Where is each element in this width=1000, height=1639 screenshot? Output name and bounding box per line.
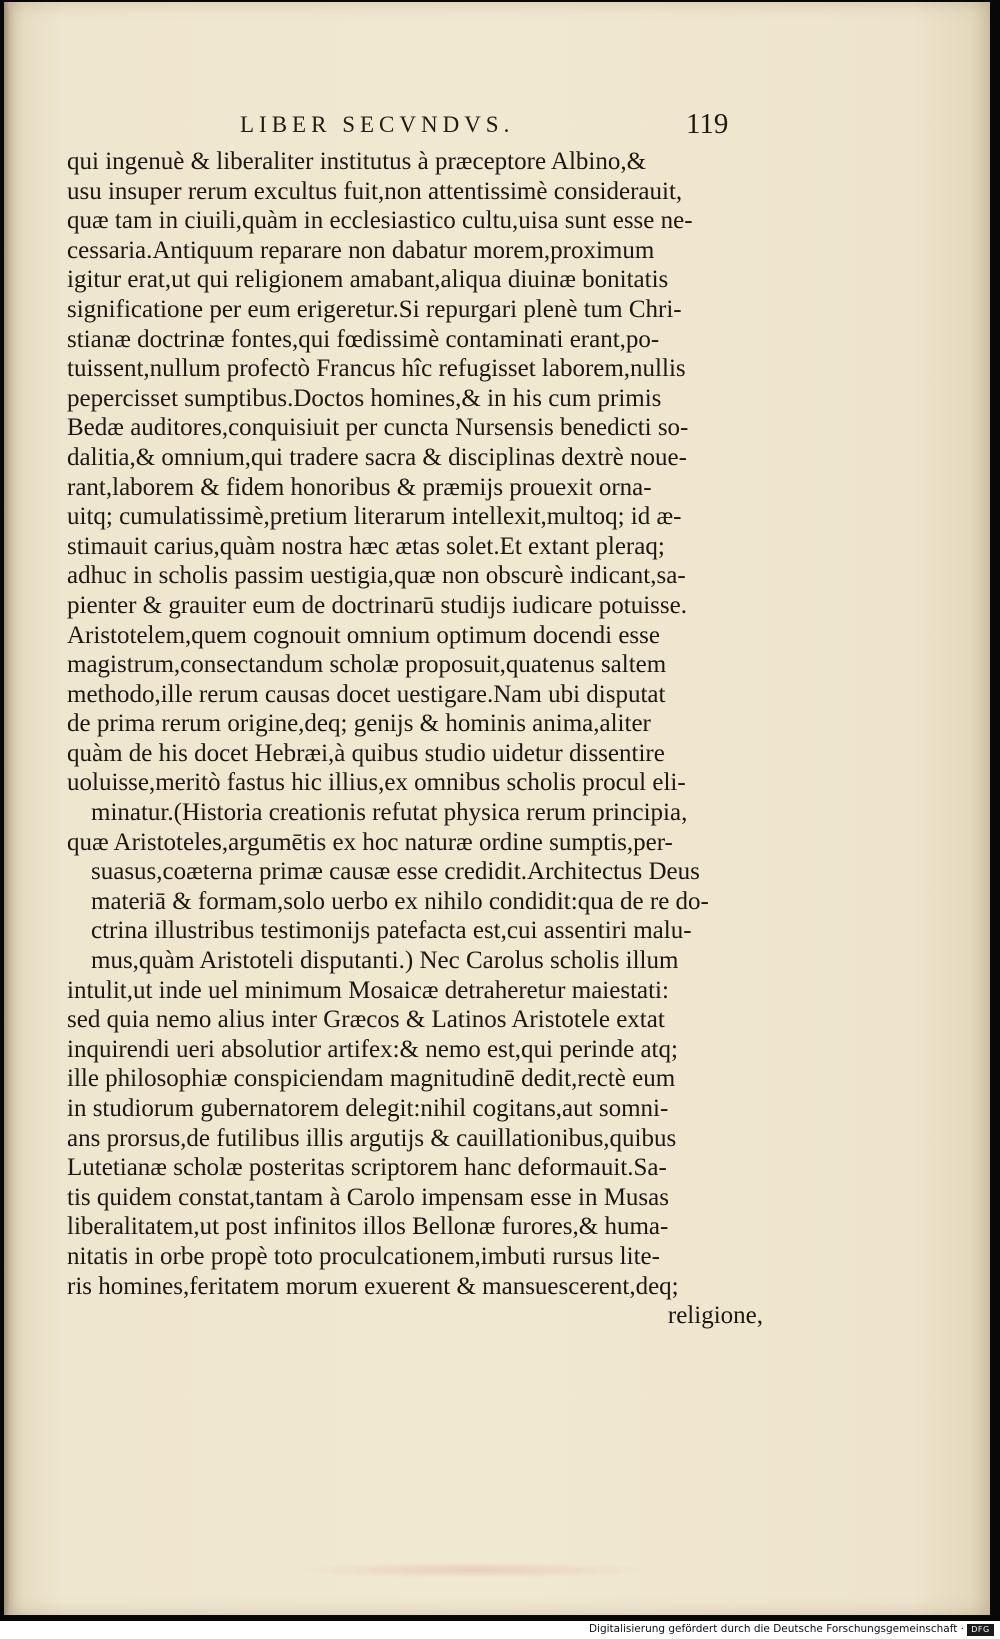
digitization-credit: Digitalisierung gefördert durch die Deutsche Forschungsgemeinschaft ·: [588, 1623, 964, 1635]
paper-stain: [294, 1562, 654, 1578]
text-line: usu insuper rerum excultus fuit,non attentissimè considerauit,: [67, 177, 683, 205]
text-line: pienter & grauiter eum de doctrinarū studijs iudicare potuisse.: [67, 591, 687, 619]
text-line: qui ingenuè & liberaliter institutus à præceptore Albino,&: [67, 148, 647, 175]
text-line: pepercisset sumptibus.Doctos homines,& in his cum primis: [67, 384, 662, 412]
text-line: Lutetianæ scholæ posteritas scriptorem hanc deformauit.Sa-: [67, 1154, 667, 1182]
text-line: inquirendi ueri absolutior artifex:& nemo est,qui perinde atq;: [67, 1035, 678, 1063]
text-line: ille philosophiæ conspiciendam magnitudinē dedit,rectè eum: [67, 1065, 676, 1093]
text-line: in studiorum gubernatorem delegit:nihil cogitans,aut somni-: [67, 1095, 669, 1122]
text-line: intulit,ut inde uel minimum Mosaicæ detraheretur maiestati:: [67, 976, 669, 1004]
text-line: nitatis in orbe propè toto proculcationem,imbuti rursus lite-: [67, 1242, 660, 1270]
dfg-logo: DFG: [967, 1624, 994, 1636]
body-text: [67, 147, 767, 1331]
text-line: significatione per eum erigeretur.Si repurgari plenè tum Chri-: [67, 295, 682, 323]
text-line: igitur erat,ut qui religionem amabant,aliqua diuinæ bonitatis: [67, 266, 669, 294]
text-line: dalitia,& omnium,qui tradere sacra & disciplinas dextrè noue-: [67, 443, 687, 471]
text-line: mus,quàm Aristoteli disputanti.) Nec Carolus scholis illum: [91, 947, 679, 975]
text-line: sed quia nemo alius inter Græcos & Latinos Aristotele extat: [67, 1006, 665, 1034]
text-line: magistrum,consectandum scholæ proposuit,quatenus saltem: [67, 651, 667, 679]
text-line: Bedæ auditores,conquisiuit per cuncta Nursensis benedicti so-: [67, 414, 689, 442]
text-line: tis quidem constat,tantam à Carolo impensam esse in Musas: [67, 1183, 669, 1211]
text-line: de prima rerum origine,deq; genijs & hominis anima,aliter: [67, 710, 651, 738]
text-line: adhuc in scholis passim uestigia,quæ non obscurè indicant,sa-: [67, 562, 686, 590]
text-line: uitq; cumulatissimè,pretium literarum intellexit,multoq; id æ-: [67, 503, 682, 531]
text-line: ctrina illustribus testimonijs patefacta est,cui assentiri malu-: [91, 917, 692, 945]
running-head: [4, 108, 990, 152]
text-line: ans prorsus,de futilibus illis argutijs & cauillationibus,quibus: [67, 1124, 677, 1152]
text-line: Aristotelem,quem cognouit omnium optimum docendi esse: [67, 621, 660, 649]
text-line: quàm de his docet Hebræi,à quibus studio uidetur dissentire: [67, 739, 665, 767]
digitization-credit-bar: [0, 1621, 1000, 1639]
text-line: materiā & formam,solo uerbo ex nihilo condidit:qua de re do-: [91, 887, 709, 915]
page-gutter-edge: [4, 2, 14, 1615]
text-line: methodo,ille rerum causas docet uestigare.Nam ubi disputat: [67, 680, 666, 708]
page-number: 119: [686, 108, 729, 140]
text-line: tuissent,nullum profectò Francus hîc refugisset laborem,nullis: [67, 355, 686, 383]
text-line: liberalitatem,ut post infinitos illos Bellonæ furores,& huma-: [67, 1213, 669, 1241]
running-title: LIBER SECVNDVS.: [240, 112, 515, 137]
text-line: cessaria.Antiquum reparare non dabatur morem,proximum: [67, 236, 655, 264]
book-page: [4, 2, 990, 1615]
text-line: ris homines,feritatem morum exuerent & mansuescerent,deq;: [67, 1272, 679, 1300]
text-line: minatur.(Historia creationis refutat physica rerum principia,: [91, 799, 688, 827]
text-line: quæ Aristoteles,argumētis ex hoc naturæ ordine sumptis,per-: [67, 828, 673, 856]
catchword: religione,: [667, 1302, 763, 1330]
text-line: rant,laborem & fidem honoribus & præmijs prouexit orna-: [67, 473, 652, 501]
text-line: quæ tam in ciuili,quàm in ecclesiastico cultu,uisa sunt esse ne-: [67, 207, 693, 235]
text-line: uoluisse,meritò fastus hic illius,ex omnibus scholis procul eli-: [67, 769, 686, 797]
text-line: stianæ doctrinæ fontes,qui fœdissimè contaminati erant,po-: [67, 325, 660, 353]
text-line: suasus,coæterna primæ causæ esse credidit.Architectus Deus: [91, 858, 700, 886]
text-line: stimauit carius,quàm nostra hæc ætas solet.Et extant pleraq;: [67, 532, 665, 560]
